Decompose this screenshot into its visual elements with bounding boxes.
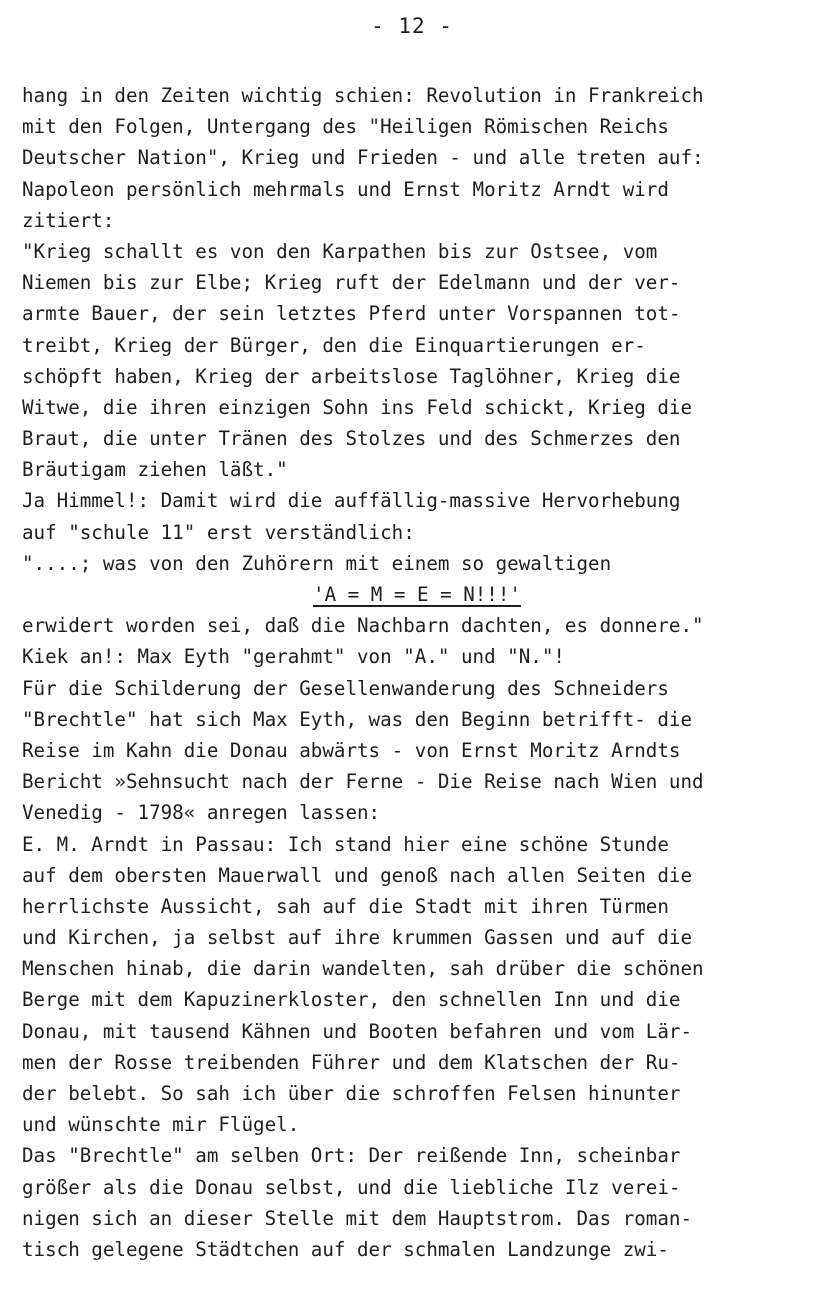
text-line: auf dem obersten Mauerwall und genoß nach allen Seiten die	[22, 863, 693, 887]
text-line: armte Bauer, der sein letztes Pferd unter Vorspannen tot-	[22, 302, 681, 326]
text-line: Deutscher Nation", Krieg und Frieden - und alle treten auf:	[22, 146, 704, 170]
text-line: Donau, mit tausend Kähnen und Booten befahren und vom Lär-	[22, 1019, 693, 1043]
text-line: "....; was von den Zuhörern mit einem so gewaltigen	[22, 551, 612, 575]
text-line: nigen sich an dieser Stelle mit dem Hauptstrom. Das roman-	[22, 1206, 693, 1230]
text-line	[22, 579, 812, 610]
text-line: Napoleon persönlich mehrmals und Ernst Moritz Arndt wird	[22, 177, 669, 201]
text-line: Das "Brechtle" am selben Ort: Der reißende Inn, scheinbar	[22, 1144, 681, 1168]
text-line: "Brechtle" hat sich Max Eyth, was den Beginn betrifft- die	[22, 707, 693, 731]
text-line: treibt, Krieg der Bürger, den die Einquartierungen er-	[22, 333, 646, 357]
text-line: mit den Folgen, Untergang des "Heiligen Römischen Reichs	[22, 115, 669, 139]
text-line: schöpft haben, Krieg der arbeitslose Taglöhner, Krieg die	[22, 364, 681, 388]
text-line: Bericht »Sehnsucht nach der Ferne - Die Reise nach Wien und	[22, 770, 704, 794]
text-line: tisch gelegene Städtchen auf der schmalen Landzunge zwi-	[22, 1237, 669, 1261]
text-line: und Kirchen, ja selbst auf ihre krummen Gassen und auf die	[22, 926, 693, 950]
text-line: men der Rosse treibenden Führer und dem Klatschen der Ru-	[22, 1050, 681, 1074]
text-line: größer als die Donau selbst, und die liebliche Ilz verei-	[22, 1175, 681, 1199]
body-text	[22, 80, 812, 1265]
text-line: Venedig - 1798« anregen lassen:	[22, 801, 381, 825]
text-line: Niemen bis zur Elbe; Krieg ruft der Edelmann und der ver-	[22, 271, 681, 295]
text-line: erwidert worden sei, daß die Nachbarn dachten, es donnere."	[22, 614, 704, 638]
page-number: - 12 -	[371, 14, 453, 38]
text-line: zitiert:	[22, 208, 115, 232]
emphasized-line: 'A = M = E = N!!!'	[313, 583, 521, 606]
text-line: herrlichste Aussicht, sah auf die Stadt mit ihren Türmen	[22, 894, 669, 918]
text-line: Menschen hinab, die darin wandelten, sah drüber die schönen	[22, 957, 704, 981]
text-line: Reise im Kahn die Donau abwärts - von Ernst Moritz Arndts	[22, 738, 681, 762]
text-line: Witwe, die ihren einzigen Sohn ins Feld schickt, Krieg die	[22, 395, 693, 419]
text-line: Bräutigam ziehen läßt."	[22, 458, 288, 482]
text-line: "Krieg schallt es von den Karpathen bis zur Ostsee, vom	[22, 239, 658, 263]
text-line: Kiek an!: Max Eyth "gerahmt" von "A." und "N."!	[22, 645, 565, 669]
text-line: E. M. Arndt in Passau: Ich stand hier eine schöne Stunde	[22, 832, 669, 856]
text-line: hang in den Zeiten wichtig schien: Revolution in Frankreich	[22, 84, 704, 107]
text-line: Berge mit dem Kapuzinerkloster, den schnellen Inn und die	[22, 988, 681, 1012]
text-line: und wünschte mir Flügel.	[22, 1113, 300, 1137]
text-line: der belebt. So sah ich über die schroffen Felsen hinunter	[22, 1082, 681, 1105]
text-line: Ja Himmel!: Damit wird die auffällig-massive Hervorhebung	[22, 489, 681, 513]
text-line: Braut, die unter Tränen des Stolzes und des Schmerzes den	[22, 427, 681, 451]
text-line: Für die Schilderung der Gesellenwanderung des Schneiders	[22, 676, 669, 700]
text-line: auf "schule 11" erst verständlich:	[22, 520, 415, 544]
